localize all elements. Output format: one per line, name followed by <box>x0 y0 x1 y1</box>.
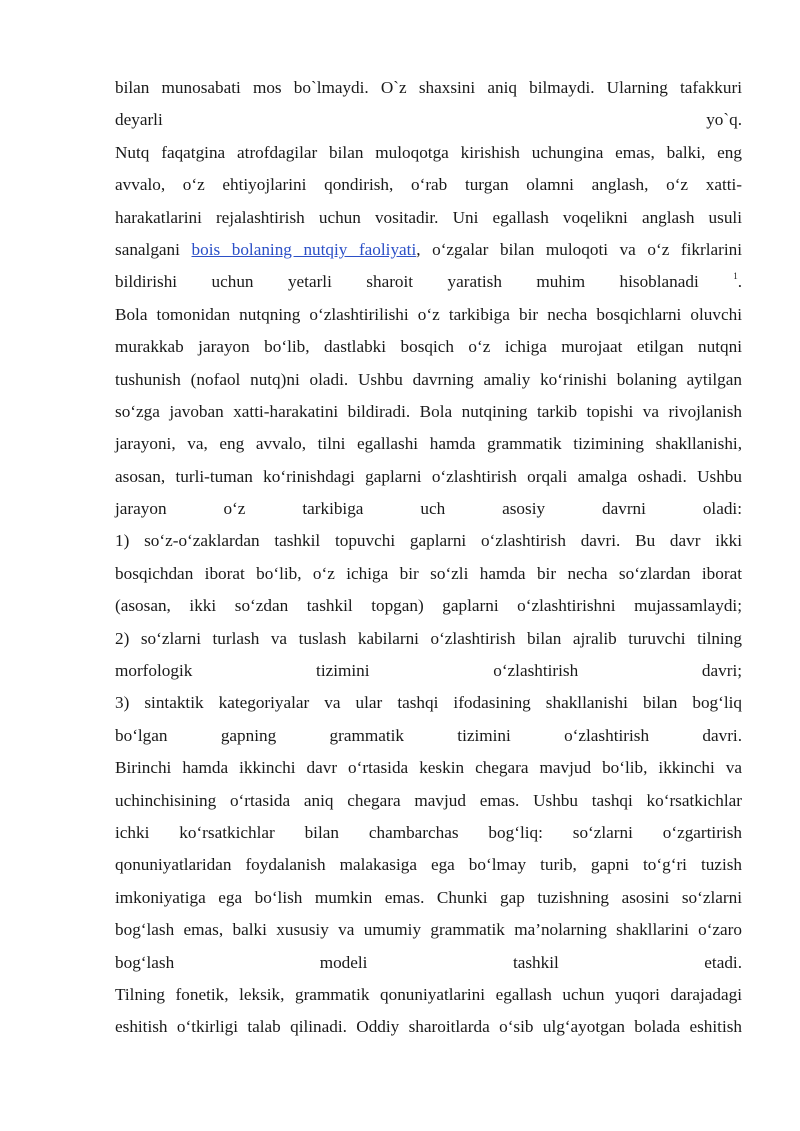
text-span: , o‘zgalar bilan muloqoti va o‘z fikrlarini <box>416 239 742 259</box>
text-line: deyarli yo`q. <box>115 110 742 130</box>
text-line: harakatlarini rejalashtirish uchun vositadir. Uni egallash voqelikni anglash usuli <box>115 207 742 227</box>
text-line: morfologik tizimini o‘zlashtirish davri; <box>115 661 742 681</box>
footnote-marker[interactable]: 1 <box>733 271 738 282</box>
text-line <box>115 266 742 298</box>
text-line: bilan munosabati mos bo`lmaydi. O`z shaxsini aniq bilmaydi. Ularning tafakkuri <box>115 78 742 97</box>
text-line: bosqichdan iborat bo‘lib, o‘z ichiga bir so‘zli hamda bir necha so‘zlardan iborat <box>115 563 742 583</box>
text-line: Birinchi hamda ikkinchi davr o‘rtasida keskin chegara mavjud bo‘lib, ikkinchi va <box>115 758 742 778</box>
text-line: avvalo, o‘z ehtiyojlarini qondirish, o‘rab turgan olamni anglash, o‘z xatti- <box>115 175 742 195</box>
text-line <box>115 234 742 266</box>
text-line: ichki ko‘rsatkichlar bilan chambarchas bog‘liq: so‘zlarni o‘zgartirish <box>115 822 742 842</box>
text-line: jarayon o‘z tarkibiga uch asosiy davrni oladi: <box>115 499 742 519</box>
text-line: 2) so‘zlarni turlash va tuslash kabilarni o‘zlashtirish bilan ajralib turuvchi tilning <box>115 628 742 648</box>
text-span: bildirishi uchun yetarli sharoit yaratish muhim hisoblanadi <box>115 272 699 292</box>
text-line: so‘zga javoban xatti-harakatini bildiradi. Bola nutqining tarkib topishi va rivojlanish <box>115 401 742 421</box>
text-line: 1) so‘z-o‘zaklardan tashkil topuvchi gaplarni o‘zlashtirish davri. Bu davr ikki <box>115 531 742 551</box>
text-line: qonuniyatlaridan foydalanish malakasiga ega bo‘lmay turib, gapni to‘g‘ri tuzish <box>115 855 742 875</box>
text-line: asosan, turli-tuman ko‘rinishdagi gaplarni o‘zlashtirish orqali amalga oshadi. Ushbu <box>115 466 742 486</box>
text-line: (asosan, ikki so‘zdan tashkil topgan) gaplarni o‘zlashtirishni mujassamlaydi; <box>115 596 742 616</box>
text-line: Tilning fonetik, leksik, grammatik qonuniyatlarini egallash uchun yuqori darajadagi <box>115 984 742 1004</box>
document-page <box>115 72 742 1044</box>
text-line: Nutq faqatgina atrofdagilar bilan muloqotga kirishish uchungina emas, balki, eng <box>115 142 742 162</box>
text-line: eshitish o‘tkirligi talab qilinadi. Oddiy sharoitlarda o‘sib ulg‘ayotgan bolada eshitish <box>115 1017 742 1037</box>
text-span: sanalgani <box>115 239 192 259</box>
text-line: bo‘lgan gapning grammatik tizimini o‘zlashtirish davri. <box>115 725 742 745</box>
text-line: tushunish (nofaol nutq)ni oladi. Ushbu davrning amaliy ko‘rinishi bolaning aytilgan <box>115 369 742 389</box>
hyperlink[interactable]: bois bolaning nutqiy faoliyati <box>191 239 417 259</box>
text-line: uchinchisining o‘rtasida aniq chegara mavjud emas. Ushbu tashqi ko‘rsatkichlar <box>115 790 742 810</box>
text-line: imkoniyatiga ega bo‘lish mumkin emas. Chunki gap tuzishning asosini so‘zlarni <box>115 887 742 907</box>
text-line: 3) sintaktik kategoriyalar va ular tashqi ifodasining shakllanishi bilan bog‘liq <box>115 693 742 713</box>
text-line: Bola tomonidan nutqning o‘zlashtirilishi o‘z tarkibiga bir necha bosqichlarni oluvchi <box>115 304 742 324</box>
text-line: bog‘lash emas, balki xususiy va umumiy grammatik ma’nolarning shakllarini o‘zaro <box>115 920 742 940</box>
text-span: . <box>737 272 743 292</box>
text-line: jarayoni, va, eng avvalo, tilni egallashi hamda grammatik tizimining shakllanishi, <box>115 434 742 454</box>
text-line: murakkab jarayon bo‘lib, dastlabki bosqich o‘z ichiga murojaat etilgan nutqni <box>115 337 742 357</box>
text-line: bog‘lash modeli tashkil etadi. <box>115 952 742 972</box>
